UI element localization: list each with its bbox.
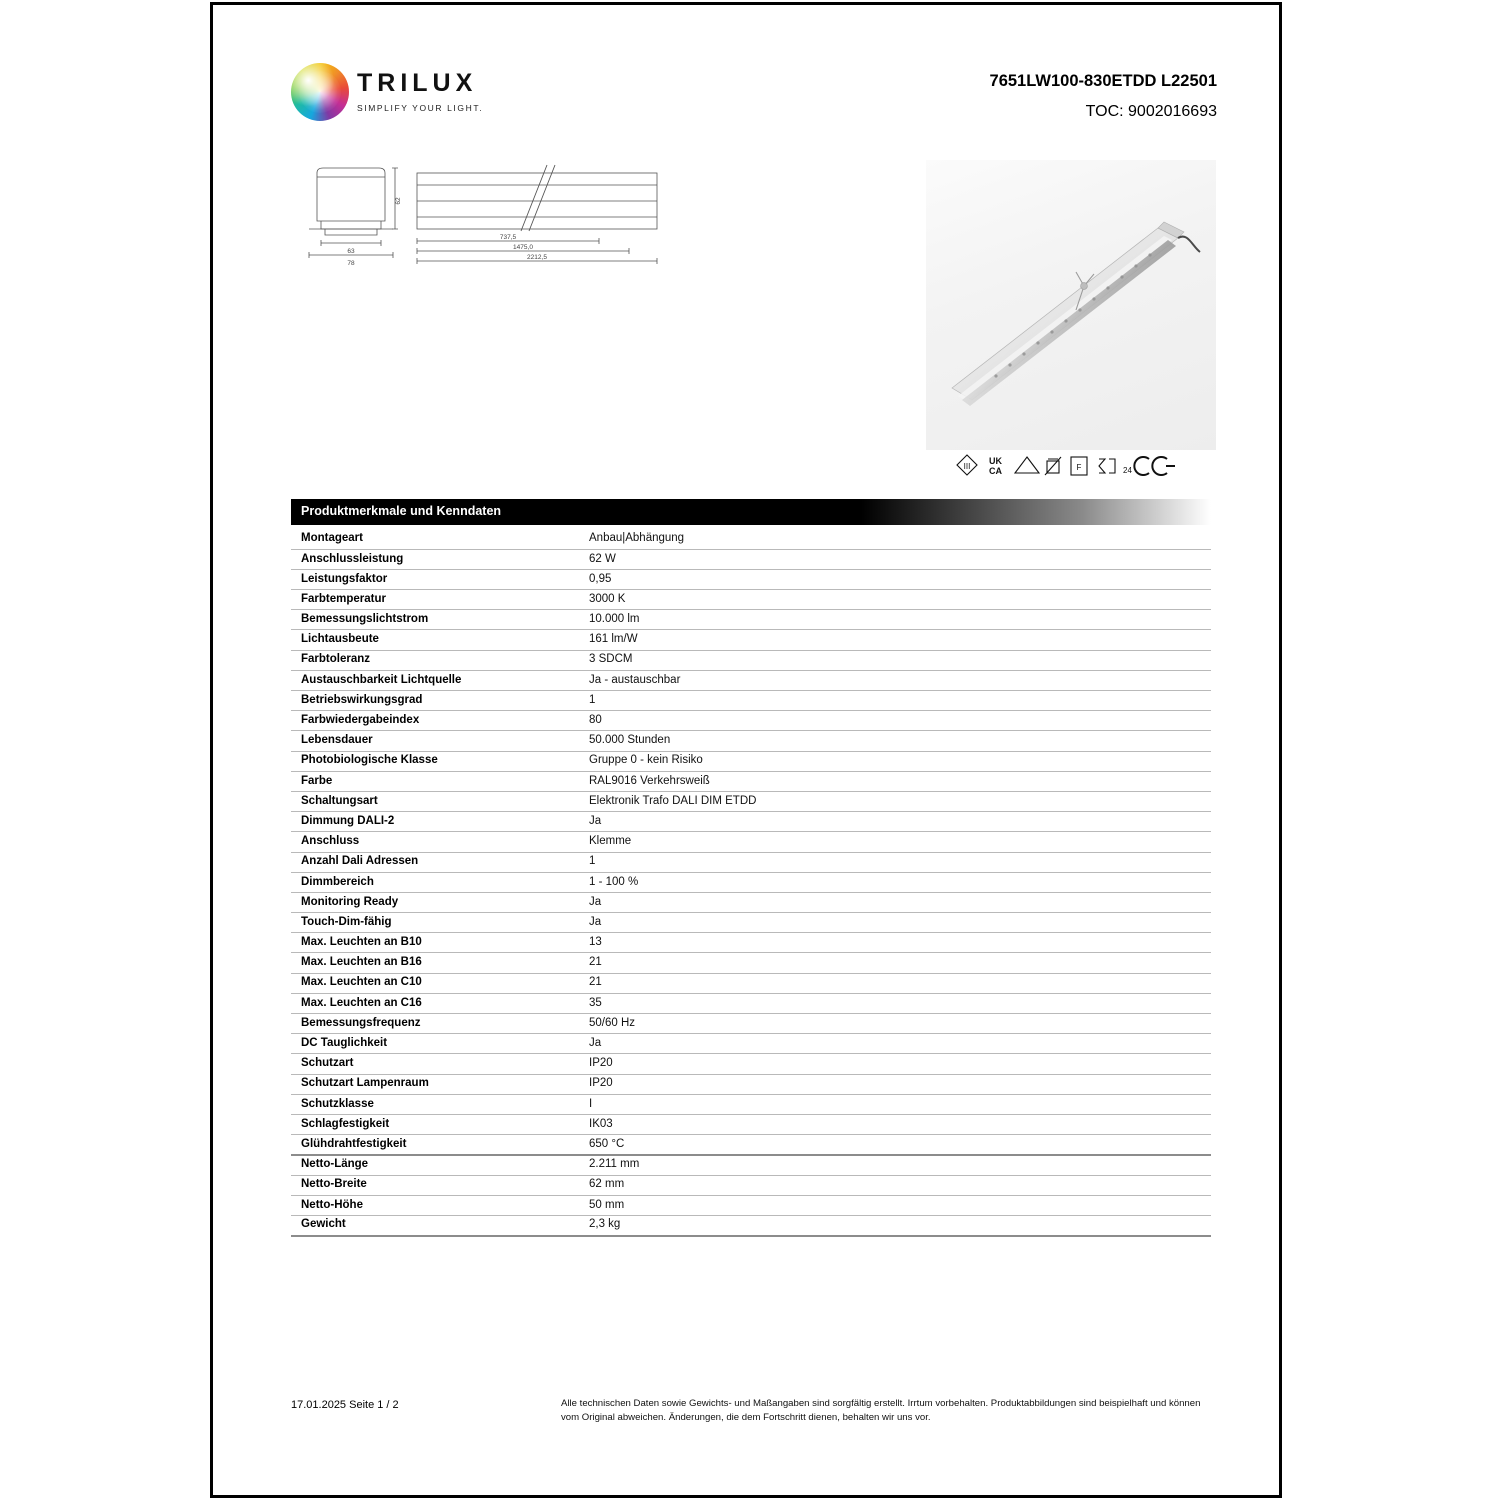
table-row [291, 630, 1211, 650]
spec-key: Max. Leuchten an C16 [291, 993, 579, 1013]
trilux-sphere-logo-icon [291, 63, 349, 121]
spec-key: Schaltungsart [291, 791, 579, 811]
section-header-bar [291, 499, 1211, 525]
spec-value: IP20 [579, 1054, 1211, 1074]
spec-key: Anzahl Dali Adressen [291, 852, 579, 872]
spec-value: IP20 [579, 1074, 1211, 1094]
spec-key: Photobiologische Klasse [291, 751, 579, 771]
spec-key: Leistungsfaktor [291, 569, 579, 589]
spec-key: Max. Leuchten an B10 [291, 933, 579, 953]
spec-value: 50.000 Stunden [579, 731, 1211, 751]
spec-value: Ja [579, 812, 1211, 832]
spec-key: Austauschbarkeit Lichtquelle [291, 670, 579, 690]
table-row [291, 1014, 1211, 1034]
spec-value: 0,95 [579, 569, 1211, 589]
dim-height-label: 62 [395, 197, 402, 205]
dim-length-2-label: 1475,0 [513, 244, 533, 251]
ce-icon [1134, 457, 1175, 475]
table-row [291, 691, 1211, 711]
spec-value: 3000 K [579, 590, 1211, 610]
table-row [291, 670, 1211, 690]
table-row [291, 751, 1211, 771]
table-row [291, 892, 1211, 912]
spec-value: 13 [579, 933, 1211, 953]
spec-value: 2,3 kg [579, 1215, 1211, 1235]
spec-value: 21 [579, 973, 1211, 993]
spec-value: IK03 [579, 1114, 1211, 1134]
spec-value: 35 [579, 993, 1211, 1013]
table-row [291, 791, 1211, 811]
brand-tagline: SIMPLIFY YOUR LIGHT. [357, 103, 484, 113]
table-row [291, 953, 1211, 973]
spec-value: 10.000 lm [579, 610, 1211, 630]
spec-value: 161 lm/W [579, 630, 1211, 650]
spec-key: Schutzart [291, 1054, 579, 1074]
table-row [291, 771, 1211, 791]
spec-key: Gewicht [291, 1215, 579, 1235]
spec-key: Dimmbereich [291, 872, 579, 892]
recycling-icon [1015, 457, 1039, 473]
spec-value: Ja [579, 913, 1211, 933]
svg-text:F: F [1076, 463, 1082, 472]
spec-value: 1 - 100 % [579, 872, 1211, 892]
spec-value: 80 [579, 711, 1211, 731]
table-row [291, 993, 1211, 1013]
dim-length-3-label: 2212,5 [527, 254, 547, 261]
document-page [210, 2, 1282, 1498]
table-row [291, 590, 1211, 610]
specifications-table [291, 529, 1211, 1237]
spec-key: Betriebswirkungsgrad [291, 691, 579, 711]
spec-value: Gruppe 0 - kein Risiko [579, 751, 1211, 771]
spec-value: RAL9016 Verkehrsweiß [579, 771, 1211, 791]
brand-name: TRILUX [357, 69, 478, 97]
spec-key: Dimmung DALI-2 [291, 812, 579, 832]
table-row [291, 1034, 1211, 1054]
spec-key: Netto-Länge [291, 1155, 579, 1175]
table-row [291, 832, 1211, 852]
spec-key: Farbwiedergabeindex [291, 711, 579, 731]
spec-value: Anbau|Abhängung [579, 529, 1211, 549]
table-row [291, 913, 1211, 933]
table-row [291, 1195, 1211, 1215]
spec-value: Ja [579, 1034, 1211, 1054]
brand-logo [291, 63, 511, 127]
table-row [291, 1054, 1211, 1074]
table-row [291, 973, 1211, 993]
table-row [291, 569, 1211, 589]
spec-key: Schlagfestigkeit [291, 1114, 579, 1134]
section-title: Produktmerkmale und Kenndaten [301, 504, 502, 518]
table-row [291, 650, 1211, 670]
svg-text:24: 24 [1123, 466, 1132, 475]
table-row [291, 1074, 1211, 1094]
table-row [291, 1114, 1211, 1134]
spec-key: Max. Leuchten an C10 [291, 973, 579, 993]
f-mark-icon [1071, 457, 1087, 475]
table-row [291, 549, 1211, 569]
table-row [291, 872, 1211, 892]
spec-key: DC Tauglichkeit [291, 1034, 579, 1054]
table-row [291, 1094, 1211, 1114]
spec-key: Lebensdauer [291, 731, 579, 751]
spec-key: Glühdrahtfestigkeit [291, 1135, 579, 1155]
spec-key: Montageart [291, 529, 579, 549]
dim-width-inner-label: 63 [347, 248, 355, 255]
table-row [291, 610, 1211, 630]
certification-badges [953, 451, 1221, 481]
product-photo [926, 160, 1216, 450]
spec-value: I [579, 1094, 1211, 1114]
table-row [291, 933, 1211, 953]
spec-key: Netto-Breite [291, 1175, 579, 1195]
spec-key: Max. Leuchten an B16 [291, 953, 579, 973]
spec-value: 50/60 Hz [579, 1014, 1211, 1034]
spec-key: Farbtemperatur [291, 590, 579, 610]
spec-value: 1 [579, 691, 1211, 711]
spec-value: 650 °C [579, 1135, 1211, 1155]
svg-text:III: III [963, 462, 971, 471]
spec-value: Ja - austauschbar [579, 670, 1211, 690]
table-row [291, 1155, 1211, 1175]
footer-disclaimer: Alle technischen Daten sowie Gewichts- und Maßangaben sind sorgfältig erstellt. Irrtum vorbehalten. Produktabbildungen sind beispielhaft und können vom Original abweichen. Änderungen, die dem Fortschritt dienen, behalten wir uns vor. [561, 1398, 1201, 1424]
spec-key: Bemessungslichtstrom [291, 610, 579, 630]
spec-value: 62 W [579, 549, 1211, 569]
table-row [291, 711, 1211, 731]
spec-value: 1 [579, 852, 1211, 872]
protection-class-III-icon [957, 455, 977, 475]
document-title-block [990, 71, 1217, 123]
spec-key: Anschlussleistung [291, 549, 579, 569]
ukca-icon [989, 456, 1002, 476]
spec-key: Schutzart Lampenraum [291, 1074, 579, 1094]
dim-width-outer-label: 78 [347, 260, 355, 267]
footer-date-page: 17.01.2025 Seite 1 / 2 [291, 1399, 399, 1411]
spec-key: Farbe [291, 771, 579, 791]
spec-key: Bemessungsfrequenz [291, 1014, 579, 1034]
table-row [291, 1175, 1211, 1195]
table-row [291, 731, 1211, 751]
spec-value: 3 SDCM [579, 650, 1211, 670]
weee-crossed-bin-icon [1045, 457, 1061, 475]
spec-key: Monitoring Ready [291, 892, 579, 912]
dim-length-1-label: 737,5 [499, 234, 517, 241]
table-row [291, 852, 1211, 872]
spec-value: 2.211 mm [579, 1155, 1211, 1175]
spec-key: Touch-Dim-fähig [291, 913, 579, 933]
spec-value: 50 mm [579, 1195, 1211, 1215]
spec-key: Farbtoleranz [291, 650, 579, 670]
product-code: 7651LW100-830ETDD L22501 [989, 72, 1217, 90]
spec-key: Netto-Höhe [291, 1195, 579, 1215]
svg-text:CA: CA [989, 466, 1002, 476]
table-row [291, 1135, 1211, 1155]
table-row [291, 812, 1211, 832]
table-row [291, 1215, 1211, 1235]
spec-value: 62 mm [579, 1175, 1211, 1195]
table-row [291, 529, 1211, 549]
eac-24-icon [1099, 459, 1132, 475]
spec-key: Schutzklasse [291, 1094, 579, 1114]
spec-key: Lichtausbeute [291, 630, 579, 650]
spec-key: Anschluss [291, 832, 579, 852]
spec-value: Elektronik Trafo DALI DIM ETDD [579, 791, 1211, 811]
toc-number: TOC: 9002016693 [1085, 103, 1217, 121]
specifications-body [291, 529, 1211, 1236]
spec-value: Klemme [579, 832, 1211, 852]
spec-value: Ja [579, 892, 1211, 912]
technical-drawing [299, 163, 669, 281]
spec-value: 21 [579, 953, 1211, 973]
svg-text:UK: UK [989, 456, 1002, 466]
